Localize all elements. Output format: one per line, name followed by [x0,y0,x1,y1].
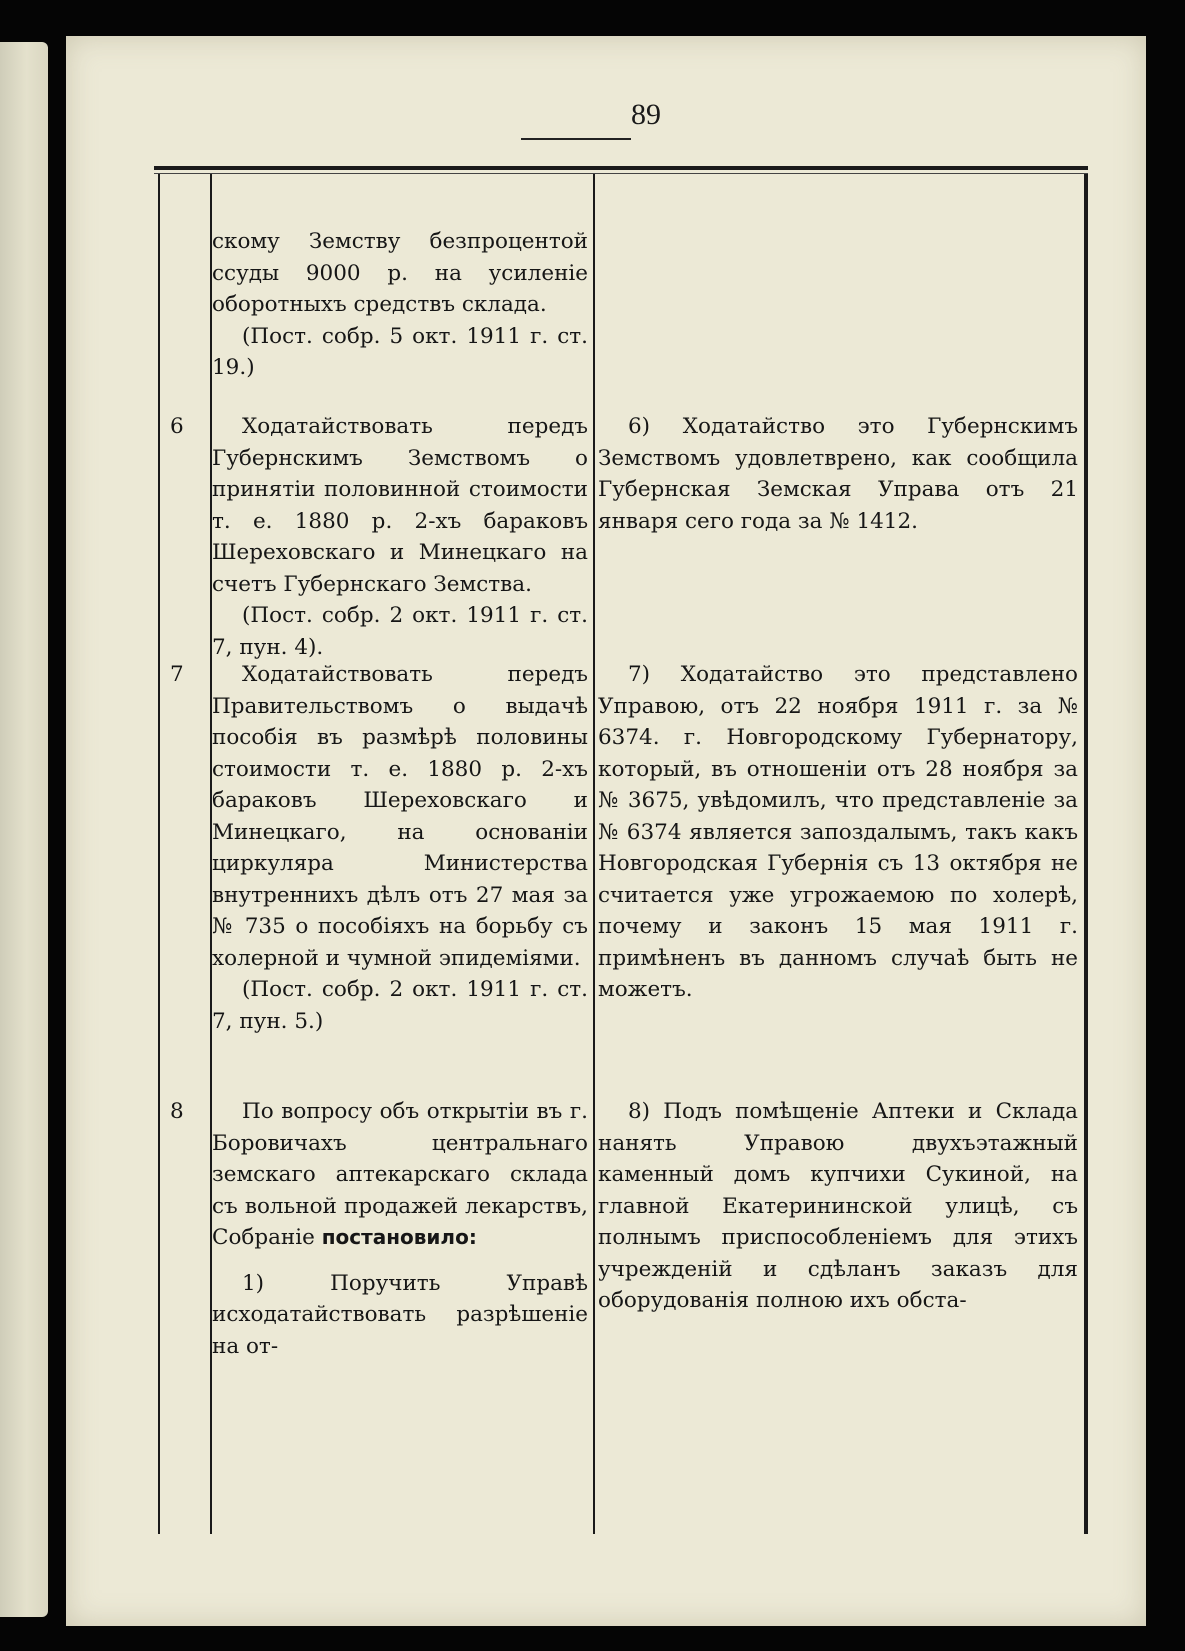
resolution-intro: По вопросу объ открытіи въ г. Боровичахъ центральнаго земскаго аптекарскаго склада съ вольной продажей лекарствъ, Собраніе [212,1099,588,1250]
table-top-rule [154,166,1088,170]
row-8-resolution [212,1096,588,1362]
outcome-text: 7) Ходатайство это представлено Управою, отъ 22 ноября 1911 г. за № 6374. г. Новгородскому Губернатору, который, въ отношеніи отъ 28 ноября за № 3675, увѣдомилъ, что представленіе за № 6374 является запоздалымъ, такъ какъ Новгородская Губернія съ 13 октября не считается уже угрожаемою по холерѣ, почему и законъ 15 мая 1911 г. примѣненъ въ данномъ случаѣ быть не можетъ. [598,662,1078,1002]
row-8-outcome [598,1096,1078,1317]
resolution-item: 1) Поручить Управѣ исходатайствовать разрѣшеніе на от- [212,1270,588,1359]
resolution-decision: постановило: [321,1225,477,1249]
resolution-text: Ходатайствовать передъ Губернскимъ Земствомъ о принятіи половинной стоимости т. е. 1880 р. 2-хъ бараковъ Шереховскаго и Минецкаго на счетъ Губернскаго Земства. [212,414,588,597]
outcome-text: 6) Ходатайство это Губернскимъ Земствомъ удовлетврено, как сообщила Губернская Земская Управа отъ 21 января сего года за № 1412. [598,414,1078,534]
book-page [66,36,1146,1626]
resolution-reference: (Пост. собр. 2 окт. 1911 г. ст. 7, пун. 5.) [212,977,588,1034]
row-7-outcome [598,659,1078,1006]
outcome-text: 8) Подъ помѣщеніе Аптеки и Склада нанять Управою двухъэтажный каменный домъ купчихи Сукиной, на главной Екатерининской улицѣ, съ полнымъ приспособленіемъ для этихъ учрежденій и сдѣланъ заказъ для оборудованія полною ихъ обста- [598,1099,1078,1313]
row-6-resolution [212,411,588,663]
row-continuation-resolution [212,226,588,384]
resolution-text: Ходатайствовать передъ Правительствомъ о выдачѣ пособія въ размѣрѣ половины стоимости т. е. 1880 р. 2-хъ бараковъ Шереховскаго и Минецкаго, на основаніи циркуляра Министерства внутреннихъ дѣлъ отъ 27 мая за № 735 о пособіяхъ на борьбу съ холерной и чумной эпидеміями. [212,662,588,971]
page-number: 89 [631,98,661,131]
item-number-6: 6 [170,414,184,439]
resolution-reference: (Пост. собр. 2 окт. 1911 г. ст. 7, пун. 4). [212,603,588,660]
item-number-8: 8 [170,1099,184,1124]
previous-page-edge [0,42,48,1617]
row-6-outcome [598,411,1078,537]
item-number-7: 7 [170,662,184,687]
row-7-resolution [212,659,588,1037]
table-left-border [158,174,160,1534]
table-right-border [1084,174,1088,1534]
resolution-text [212,1096,588,1254]
resolution-text: скому Земству безпроцентой ссуды 9000 р. на усиленіе оборотныхъ средствъ склада. [212,229,588,317]
resolution-reference: (Пост. собр. 5 окт. 1911 г. ст. 19.) [212,323,588,380]
center-column-divider [593,174,595,1534]
page-number-underline [521,138,631,140]
table-top-rule-thin [154,173,1088,174]
